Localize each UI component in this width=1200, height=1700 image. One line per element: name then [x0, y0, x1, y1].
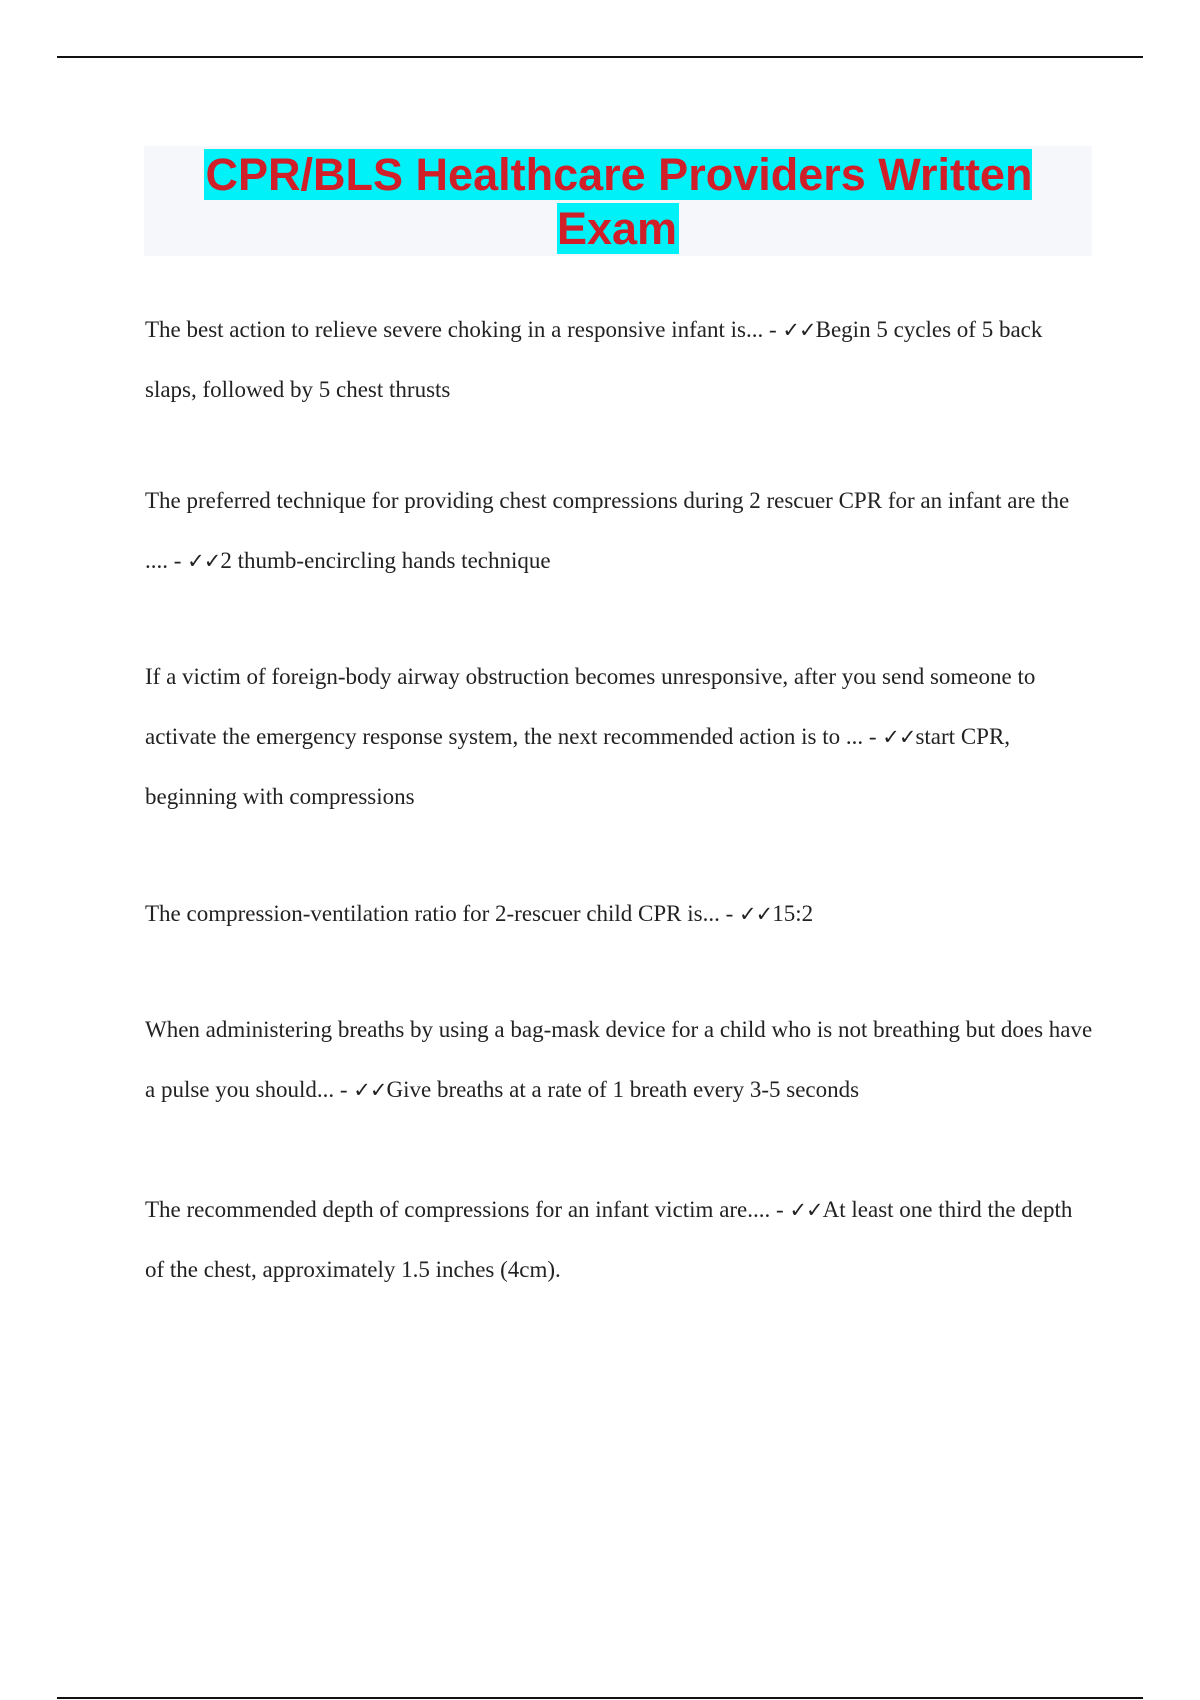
question-text: The recommended depth of compressions for an infant victim are.... [145, 1197, 771, 1222]
separator: - [770, 1197, 790, 1222]
question-text: The preferred technique for providing chest compressions during 2 rescuer CPR for an infant are the .... [145, 488, 1070, 573]
qa-item-4 [145, 884, 1095, 944]
top-rule [57, 56, 1143, 58]
qa-item-5 [145, 1000, 1095, 1120]
question-text: If a victim of foreign-body airway obstruction becomes unresponsive, after you send someone to activate the emergency response system, the next recommended action is to ... [145, 664, 1036, 749]
double-check-icon: ✓✓ [789, 1198, 823, 1222]
bottom-rule [57, 1697, 1143, 1699]
separator: - [334, 1077, 354, 1102]
double-check-icon: ✓✓ [353, 1078, 387, 1102]
separator: - [719, 901, 740, 926]
answer-text: 2 thumb-encircling hands technique [220, 548, 551, 573]
question-text: The best action to relieve severe choking in a responsive infant is... [145, 317, 764, 342]
title-banner [144, 146, 1092, 256]
double-check-icon: ✓✓ [882, 725, 916, 749]
double-check-icon: ✓✓ [187, 549, 221, 573]
question-text: When administering breaths by using a bag-mask device for a child who is not breathing but does have a pulse you should... [145, 1017, 1093, 1102]
qa-item-6 [145, 1180, 1095, 1300]
qa-item-3 [145, 647, 1095, 827]
answer-text: 15:2 [772, 901, 814, 926]
page-title: CPR/BLS Healthcare Providers Written Exam [205, 149, 1033, 254]
qa-item-1 [145, 300, 1095, 420]
answer-text: Give breaths at a rate of 1 breath every 3-5 seconds [386, 1077, 860, 1102]
separator: - [863, 724, 883, 749]
separator: - [763, 317, 783, 342]
answer-text: Begin 5 cycles of 5 back slaps, followed by 5 chest thrusts [145, 317, 1043, 402]
double-check-icon: ✓✓ [739, 902, 773, 926]
answer-text: At least one third the depth of the chest, approximately 1.5 inches (4cm). [145, 1197, 1073, 1282]
separator: - [168, 548, 188, 573]
question-text: The compression-ventilation ratio for 2-rescuer child CPR is... [145, 901, 720, 926]
answer-text: start CPR, beginning with compressions [145, 724, 1011, 809]
double-check-icon: ✓✓ [782, 318, 816, 342]
qa-item-2 [145, 471, 1095, 591]
